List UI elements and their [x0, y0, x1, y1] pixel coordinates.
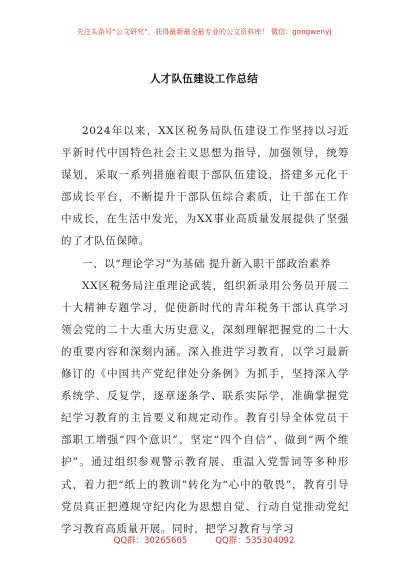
section-heading: 一、以“理论学习”为基础 提升新入职干部政治素养 — [82, 257, 331, 270]
document-title: 人才队伍建设工作总结 — [150, 73, 258, 85]
footer-contacts — [0, 534, 408, 546]
footer-qq-group-1: QQ群：30265665 — [113, 536, 188, 546]
document-body — [61, 120, 349, 540]
header-note: 关注头条号“公文研究”，获得最新最全最专业的公文资料库！ 微信：gongwenyj — [76, 28, 332, 36]
body-paragraph: XX区税务局注重理论武装，组织新录用公务员开展二十大精神专题学习，促使新时代的青年税务干部认真学习领会党的二十大重大历史意义，深刻理解把握党的二十大的重要内容和深刻内涵。深入推进学习教育，以学习最新修订的《中国共产党纪律处分条例》为抓手，坚持深入学系统学、反复学，逐章逐条学、联系实际学，准确掌握党纪学习教育的主旨要义和规定动作。教育引导全体党员干部职工增强“四个意识”、坚定“四个自信”、做到“两个维护”。通过组织参观警示教育展、重温入党誓词等多种形式，着力把“纸上的教训”转化为“心中的敬畏”，教育引导党员真正把遵规守纪内化为思想自觉、行动自觉推动党纪学习教育高质量开展。同时，把学习教育与学习 — [61, 279, 349, 535]
footer-qq-group-2: QQ群：535304092 — [215, 536, 295, 546]
intro-paragraph: 2024年以来，XX区税务局队伍建设工作坚持以习近平新时代中国特色社会主义思想为指导，加强领导，统筹谋划，采取一系列措施着眼于部队伍建设，搭建多元化干部成长平台，不断提升干部队伍综合素质，让干部在工作中成长，在生活中发光，为XX事业高质量发展提供了坚强的了才队伍保障。 — [61, 125, 349, 248]
